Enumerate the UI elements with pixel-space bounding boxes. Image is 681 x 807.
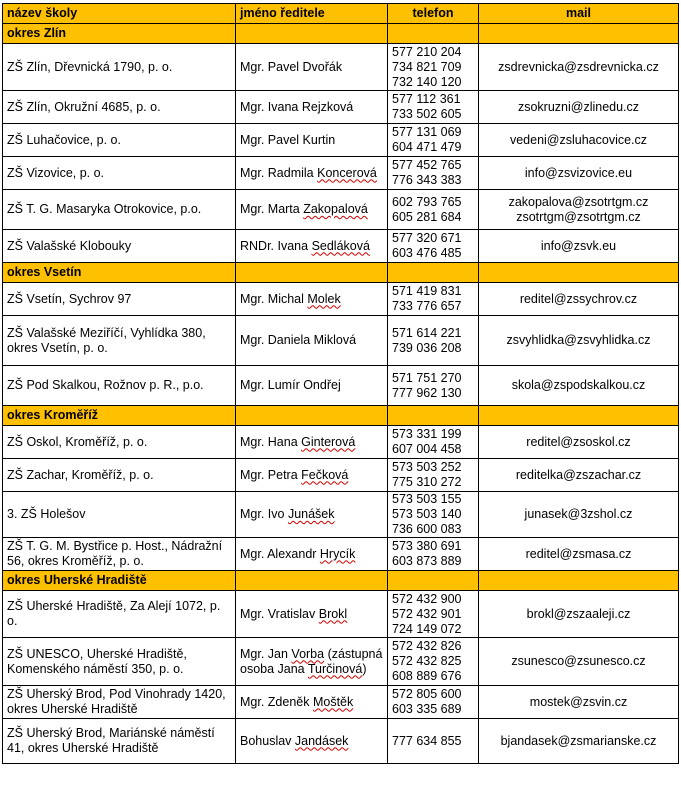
district-empty-cell — [479, 571, 679, 591]
header-director: jméno ředitele — [236, 4, 388, 24]
school-name: ZŠ Uherské Hradiště, Za Alejí 1072, p. o. — [3, 591, 236, 638]
phone-number: 739 036 208 — [392, 340, 462, 355]
phone-number: 733 502 605 — [392, 107, 462, 121]
mail-cell — [479, 719, 679, 764]
phone-number: 603 873 889 — [392, 554, 462, 568]
header-mail: mail — [479, 4, 679, 24]
school-name: 3. ZŠ Holešov — [3, 492, 236, 538]
district-empty-cell — [236, 24, 388, 44]
district-empty-cell — [479, 24, 679, 44]
director-name: Mgr. Daniela Miklová — [236, 316, 388, 366]
phone-number: 571 614 221 — [392, 325, 462, 340]
mail-cell — [479, 283, 679, 316]
district-name: okres Zlín — [3, 24, 236, 44]
school-name: ZŠ T. G. M. Bystřice p. Host., Nádražní 56, okres Kroměříž, p. o. — [3, 538, 236, 571]
mail-address: zakopalova@zsotrtgm.cz — [508, 194, 649, 209]
director-name: Mgr. Vratislav Brokl — [236, 591, 388, 638]
phone-number: 602 793 765 — [392, 194, 462, 209]
phone-number: 572 432 901 — [392, 606, 462, 621]
phone-number: 573 380 691 — [392, 539, 462, 553]
school-row — [3, 591, 679, 638]
mail-cell — [479, 459, 679, 492]
director-name: Mgr. Hana Ginterová — [236, 426, 388, 459]
mail-address: zsdrevnicka@zsdrevnicka.cz — [498, 59, 659, 74]
phone-number: 604 471 479 — [392, 140, 462, 154]
district-empty-cell — [388, 263, 479, 283]
school-name: ZŠ Pod Skalkou, Rožnov p. R., p.o. — [3, 366, 236, 406]
phone-number: 571 751 270 — [392, 370, 462, 385]
mail-cell — [479, 190, 679, 230]
phone-cell — [388, 44, 479, 91]
phone-number: 733 776 657 — [392, 299, 462, 313]
phone-cell — [388, 190, 479, 230]
district-empty-cell — [388, 406, 479, 426]
phone-number: 572 805 600 — [392, 687, 462, 701]
school-name: ZŠ Vsetín, Sychrov 97 — [3, 283, 236, 316]
header-school: název školy — [3, 4, 236, 24]
school-row — [3, 316, 679, 366]
phone-number: 577 112 361 — [392, 92, 461, 106]
school-row — [3, 157, 679, 190]
phone-number: 734 821 709 — [392, 59, 462, 74]
director-name: Mgr. Pavel Kurtin — [236, 124, 388, 157]
school-row — [3, 44, 679, 91]
school-name: ZŠ Zachar, Kroměříž, p. o. — [3, 459, 236, 492]
director-name: RNDr. Ivana Sedláková — [236, 230, 388, 263]
school-row — [3, 230, 679, 263]
mail-address: reditel@zsmasa.cz — [525, 546, 632, 561]
mail-address: info@zsvizovice.eu — [524, 165, 633, 180]
phone-cell — [388, 157, 479, 190]
district-name: okres Vsetín — [3, 263, 236, 283]
mail-address: skola@zspodskalkou.cz — [511, 378, 646, 392]
header-phone: telefon — [388, 4, 479, 24]
phone-number: 577 131 069 — [392, 125, 462, 139]
district-empty-cell — [236, 406, 388, 426]
phone-number: 577 452 765 — [392, 158, 462, 172]
phone-cell — [388, 492, 479, 538]
school-row — [3, 538, 679, 571]
mail-address: info@zsvk.eu — [540, 238, 617, 253]
phone-cell — [388, 426, 479, 459]
phone-cell — [388, 366, 479, 406]
mail-cell — [479, 366, 679, 406]
district-row — [3, 263, 679, 283]
school-row — [3, 638, 679, 686]
header-row — [3, 4, 679, 24]
phone-number: 572 432 900 — [392, 591, 462, 606]
phone-cell — [388, 719, 479, 764]
school-name: ZŠ UNESCO, Uherské Hradiště, Komenského náměstí 350, p. o. — [3, 638, 236, 686]
phone-number: 603 476 485 — [392, 246, 462, 260]
school-row — [3, 190, 679, 230]
phone-number: 577 320 671 — [392, 231, 462, 245]
phone-cell — [388, 91, 479, 124]
school-name: ZŠ Uherský Brod, Mariánské náměstí 41, okres Uherské Hradiště — [3, 719, 236, 764]
mail-address: zsotrtgm@zsotrtgm.cz — [516, 209, 641, 224]
school-name: ZŠ Zlín, Okružní 4685, p. o. — [3, 91, 236, 124]
mail-cell — [479, 638, 679, 686]
director-name: Bohuslav Jandásek — [236, 719, 388, 764]
district-row — [3, 24, 679, 44]
district-name: okres Uherské Hradiště — [3, 571, 236, 591]
mail-address: mostek@zsvin.cz — [529, 694, 628, 709]
phone-number: 608 889 676 — [392, 669, 462, 683]
director-name: Mgr. Michal Molek — [236, 283, 388, 316]
mail-cell — [479, 230, 679, 263]
school-row — [3, 492, 679, 538]
district-empty-cell — [479, 406, 679, 426]
phone-cell — [388, 591, 479, 638]
mail-address: reditel@zsoskol.cz — [526, 434, 631, 449]
mail-cell — [479, 538, 679, 571]
director-name: Mgr. Lumír Ondřej — [236, 366, 388, 406]
school-name: ZŠ Luhačovice, p. o. — [3, 124, 236, 157]
phone-cell — [388, 686, 479, 719]
mail-cell — [479, 686, 679, 719]
director-name: Mgr. Jan Vorba (zástupná osoba Jana Turčinová) — [236, 638, 388, 686]
phone-number: 573 331 199 — [392, 427, 462, 441]
mail-cell — [479, 426, 679, 459]
phone-number: 573 503 140 — [392, 507, 462, 521]
director-name: Mgr. Ivana Rejzková — [236, 91, 388, 124]
phone-cell — [388, 124, 479, 157]
phone-cell — [388, 230, 479, 263]
mail-cell — [479, 492, 679, 538]
district-empty-cell — [388, 571, 479, 591]
school-row — [3, 459, 679, 492]
director-name: Mgr. Alexandr Hrycík — [236, 538, 388, 571]
phone-number: 776 343 383 — [392, 173, 462, 187]
school-row — [3, 686, 679, 719]
mail-cell — [479, 591, 679, 638]
district-row — [3, 571, 679, 591]
school-name: ZŠ Valašské Meziříčí, Vyhlídka 380, okres Vsetín, p. o. — [3, 316, 236, 366]
phone-number: 724 149 072 — [392, 621, 462, 636]
mail-address: zsvyhlidka@zsvyhlidka.cz — [506, 333, 651, 347]
phone-number: 573 503 155 — [392, 492, 462, 506]
phone-number: 736 600 083 — [392, 522, 462, 536]
mail-address: junasek@3zshol.cz — [524, 507, 633, 521]
phone-number: 607 004 458 — [392, 442, 462, 456]
district-empty-cell — [236, 571, 388, 591]
school-name: ZŠ Oskol, Kroměříž, p. o. — [3, 426, 236, 459]
district-empty-cell — [388, 24, 479, 44]
school-row — [3, 283, 679, 316]
phone-number: 573 503 252 — [392, 460, 462, 474]
phone-number: 572 432 826 — [392, 639, 462, 653]
school-name: ZŠ Valašské Klobouky — [3, 230, 236, 263]
mail-address: zsunesco@zsunesco.cz — [511, 654, 646, 668]
phone-number: 777 634 855 — [392, 733, 462, 748]
director-name: Mgr. Pavel Dvořák — [236, 44, 388, 91]
school-name: ZŠ T. G. Masaryka Otrokovice, p.o. — [3, 190, 236, 230]
mail-address: brokl@zszaaleji.cz — [526, 606, 631, 621]
director-name: Mgr. Petra Fečková — [236, 459, 388, 492]
phone-cell — [388, 316, 479, 366]
school-name: ZŠ Vizovice, p. o. — [3, 157, 236, 190]
mail-cell — [479, 124, 679, 157]
school-name: ZŠ Zlín, Dřevnická 1790, p. o. — [3, 44, 236, 91]
mail-address: zsokruzni@zlinedu.cz — [517, 99, 640, 114]
phone-number: 775 310 272 — [392, 475, 462, 489]
phone-cell — [388, 638, 479, 686]
district-name: okres Kroměříž — [3, 406, 236, 426]
phone-number: 605 281 684 — [392, 209, 462, 224]
phone-number: 571 419 831 — [392, 284, 462, 298]
director-name: Mgr. Zdeněk Moštěk — [236, 686, 388, 719]
mail-cell — [479, 44, 679, 91]
director-name: Mgr. Marta Zakopalová — [236, 190, 388, 230]
mail-cell — [479, 91, 679, 124]
phone-number: 572 432 825 — [392, 654, 462, 668]
phone-cell — [388, 538, 479, 571]
school-name: ZŠ Uherský Brod, Pod Vinohrady 1420, okres Uherské Hradiště — [3, 686, 236, 719]
phone-number: 603 335 689 — [392, 702, 462, 716]
school-row — [3, 366, 679, 406]
district-empty-cell — [236, 263, 388, 283]
phone-cell — [388, 283, 479, 316]
phone-number: 777 962 130 — [392, 385, 462, 400]
school-row — [3, 124, 679, 157]
mail-address: vedeni@zsluhacovice.cz — [509, 132, 648, 147]
mail-cell — [479, 157, 679, 190]
mail-cell — [479, 316, 679, 366]
school-directory-table — [2, 3, 679, 764]
mail-address: reditelka@zszachar.cz — [515, 467, 642, 482]
director-name: Mgr. Ivo Junášek — [236, 492, 388, 538]
phone-cell — [388, 459, 479, 492]
mail-address: bjandasek@zsmarianske.cz — [500, 733, 657, 748]
mail-address: reditel@zssychrov.cz — [519, 291, 638, 306]
school-row — [3, 426, 679, 459]
district-row — [3, 406, 679, 426]
director-name: Mgr. Radmila Koncerová — [236, 157, 388, 190]
phone-number: 732 140 120 — [392, 74, 462, 89]
district-empty-cell — [479, 263, 679, 283]
school-row — [3, 719, 679, 764]
phone-number: 577 210 204 — [392, 44, 462, 59]
school-row — [3, 91, 679, 124]
